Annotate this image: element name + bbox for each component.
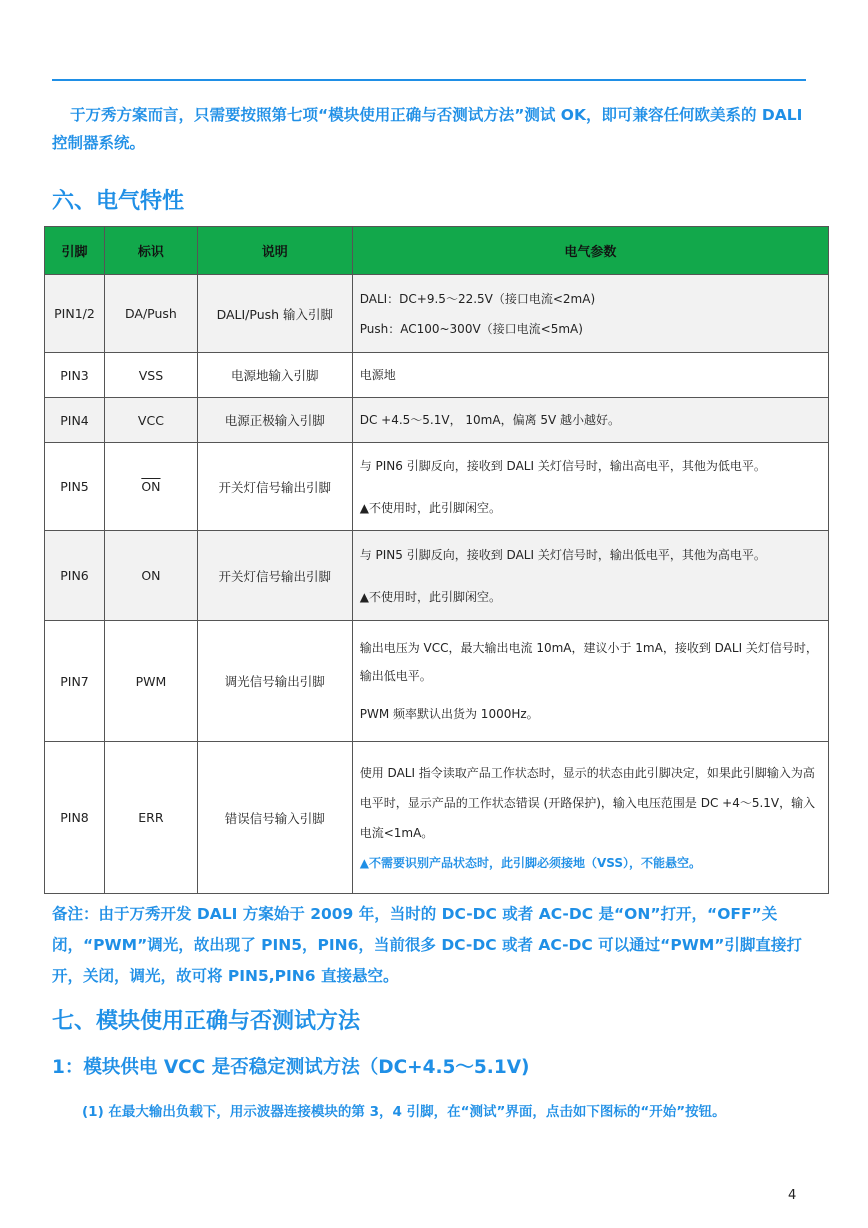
label-cell: ERR xyxy=(104,742,197,894)
table-row xyxy=(45,353,829,398)
pin-cell: PIN5 xyxy=(45,443,105,531)
params-cell xyxy=(352,275,828,353)
pin-cell: PIN1/2 xyxy=(45,275,105,353)
table-row xyxy=(45,531,829,621)
section-7-title: 七、模块使用正确与否测试方法 xyxy=(52,1009,361,1034)
params-cell xyxy=(352,531,828,621)
pin-cell: PIN8 xyxy=(45,742,105,894)
header-label: 标识 xyxy=(104,227,197,275)
param-line: DC +4.5～5.1V， 10mA，偏离 5V 越小越好。 xyxy=(359,413,621,427)
pin-cell: PIN6 xyxy=(45,531,105,621)
param-line: DALI：DC+9.5～22.5V（接口电流<2mA) xyxy=(359,291,596,306)
header-params: 电气参数 xyxy=(352,227,828,275)
header-rule xyxy=(52,79,806,81)
table-row xyxy=(45,275,829,353)
desc-cell: 电源正极输入引脚 xyxy=(197,398,352,443)
page-number: 4 xyxy=(788,1188,797,1203)
desc-cell: 错误信号输入引脚 xyxy=(197,742,352,894)
params-cell xyxy=(352,621,828,742)
pin-cell: PIN7 xyxy=(45,621,105,742)
label-cell: ON xyxy=(104,531,197,621)
desc-cell: 开关灯信号输出引脚 xyxy=(197,531,352,621)
electrical-spec-table xyxy=(44,226,829,894)
param-line: 电源地 xyxy=(359,368,396,382)
pin-cell: PIN3 xyxy=(45,353,105,398)
param-line: 与 PIN5 引脚反向，接收到 DALI 关灯信号时，输出低电平，其他为高电平。 xyxy=(359,547,766,562)
label-cell xyxy=(104,443,197,531)
param-note: ▲不使用时，此引脚闲空。 xyxy=(359,589,501,604)
table-row xyxy=(45,742,829,894)
params-cell xyxy=(352,742,828,894)
params-cell xyxy=(352,443,828,531)
param-line: PWM 频率默认出货为 1000Hz。 xyxy=(359,707,539,721)
label-cell: VCC xyxy=(104,398,197,443)
step-1-text: (1) 在最大输出负载下，用示波器连接模块的第 3，4 引脚，在“测试”界面，点击如下图标的“开始”按钮。 xyxy=(82,1104,726,1120)
param-line: Push：AC100~300V（接口电流<5mA) xyxy=(359,321,583,336)
table-row xyxy=(45,621,829,742)
param-line: 输出电压为 VCC，最大输出电流 10mA，建议小于 1mA，接收到 DALI 关灯信号时，输出低电平。 xyxy=(359,641,818,683)
desc-cell: 开关灯信号输出引脚 xyxy=(197,443,352,531)
param-line: 与 PIN6 引脚反向，接收到 DALI 关灯信号时，输出高电平，其他为低电平。 xyxy=(359,458,766,473)
header-pin: 引脚 xyxy=(45,227,105,275)
table-row xyxy=(45,443,829,531)
param-warning: ▲不需要识别产品状态时，此引脚必须接地（VSS），不能悬空。 xyxy=(359,855,701,870)
intro-paragraph xyxy=(52,101,822,157)
desc-cell: 调光信号输出引脚 xyxy=(197,621,352,742)
label-cell: PWM xyxy=(104,621,197,742)
subsection-1-title: 1：模块供电 VCC 是否稳定测试方法（DC+4.5～5.1V) xyxy=(52,1057,530,1078)
label-cell: VSS xyxy=(104,353,197,398)
label-cell: DA/Push xyxy=(104,275,197,353)
note-paragraph: 备注：由于万秀开发 DALI 方案始于 2009 年，当时的 DC-DC 或者 AC-DC 是“ON”打开，“OFF”关闭，“PWM”调光，故出现了 PIN5，PIN6，当前很多 DC-DC 或者 AC-DC 可以通过“PWM”引脚直接打开，关闭，调光，故可将 PIN5,PIN6 直接悬空。 xyxy=(52,905,802,985)
desc-cell: 电源地输入引脚 xyxy=(197,353,352,398)
table-header-row xyxy=(45,227,829,275)
param-line: 使用 DALI 指令读取产品工作状态时，显示的状态由此引脚决定，如果此引脚输入为高电平时，显示产品的工作状态错误 (开路保护)，输入电压范围是 DC +4～5.1V，输入电流<1mA。 xyxy=(359,765,816,840)
table-row xyxy=(45,398,829,443)
section-6-title: 六、电气特性 xyxy=(52,189,185,214)
params-cell xyxy=(352,398,828,443)
param-note: ▲不使用时，此引脚闲空。 xyxy=(359,500,501,515)
header-desc: 说明 xyxy=(197,227,352,275)
intro-text: 于万秀方案而言，只需要按照第七项“模块使用正确与否测试方法”测试 OK，即可兼容任何欧美系的 DALI 控制器系统。 xyxy=(52,106,803,152)
inverted-on-label: $\overline{ON}$ xyxy=(141,479,161,494)
pin-cell: PIN4 xyxy=(45,398,105,443)
params-cell xyxy=(352,353,828,398)
desc-cell: DALI/Push 输入引脚 xyxy=(197,275,352,353)
